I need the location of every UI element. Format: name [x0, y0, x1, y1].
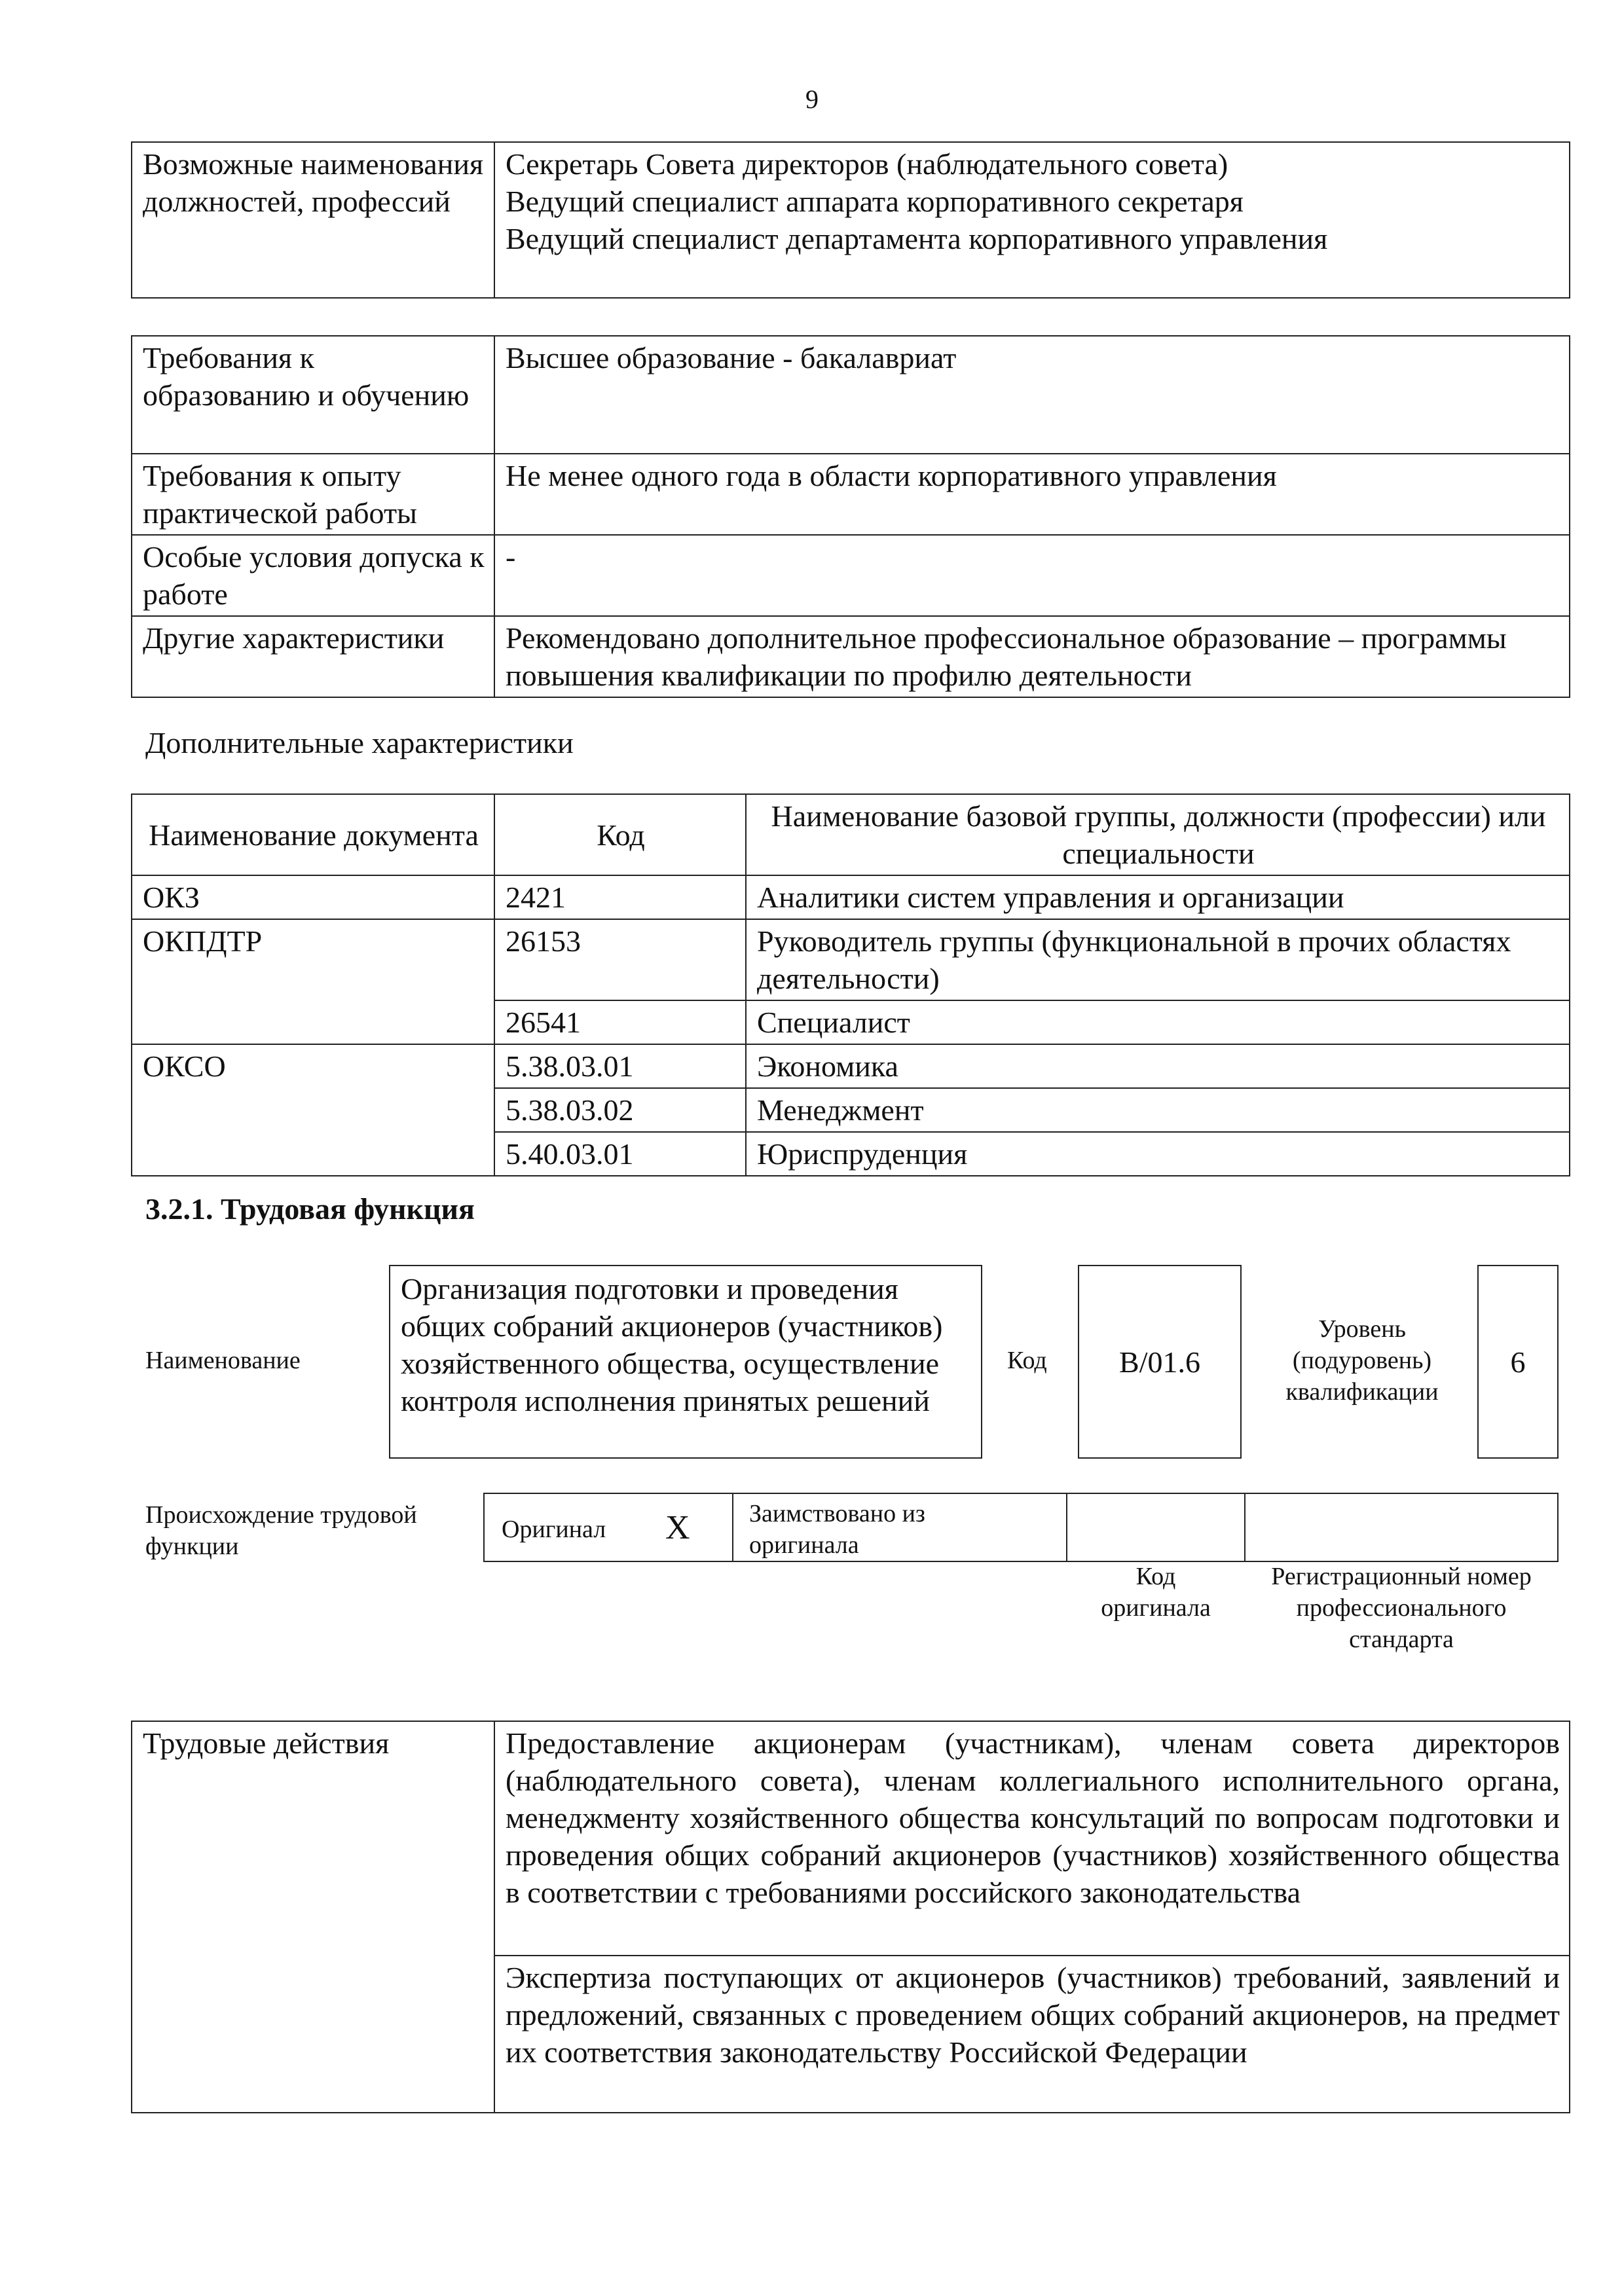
position-item: Секретарь Совета директоров (наблюдательного совета) [506, 147, 1228, 181]
code-cell: 5.38.03.01 [494, 1044, 746, 1088]
doc-cell: ОКЗ [132, 875, 494, 919]
function-name-value: Организация подготовки и проведения общих собраний акционеров (участников) хозяйственного общества, осуществление контроля исполнения принятых решений [401, 1272, 943, 1417]
code-cell: 2421 [494, 875, 746, 919]
origin-reg-cell [1244, 1493, 1559, 1562]
function-title: 3.2.1. Трудовая функция [145, 1192, 475, 1226]
function-code-value: B/01.6 [1119, 1345, 1200, 1379]
code-cell: 26541 [494, 1000, 746, 1044]
requirement-label: Требования к образованию и обучению [132, 336, 494, 454]
additional-table [131, 793, 1570, 1176]
position-item: Ведущий специалист департамента корпоративного управления [506, 222, 1328, 255]
level-value: 6 [1510, 1345, 1526, 1379]
requirement-value: Высшее образование - бакалавриат [494, 336, 1570, 454]
position-item: Ведущий специалист аппарата корпоративного секретаря [506, 185, 1244, 218]
code-cell: 26153 [494, 919, 746, 1000]
requirement-label: Требования к опыту практической работы [132, 454, 494, 535]
header-document: Наименование документа [132, 794, 494, 875]
name-cell: Менеджмент [746, 1088, 1570, 1132]
requirement-label: Другие характеристики [132, 616, 494, 697]
action-item: Экспертиза поступающих от акционеров (участников) требований, заявлений и предложений, связанных с проведением общих собраний акционеров, на предмет их соответствия законодательству Российской Федерации [494, 1956, 1570, 2113]
name-cell: Руководитель группы (функциональной в прочих областях деятельности) [746, 919, 1570, 1000]
origin-original-mark: X [665, 1509, 690, 1546]
origin-code-caption: Код оригинала [1101, 1563, 1211, 1622]
positions-list [494, 142, 1570, 298]
header-code: Код [494, 794, 746, 875]
origin-reg-caption: Регистрационный номер профессионального стандарта [1271, 1563, 1532, 1653]
requirement-value: Не менее одного года в области корпоративного управления [494, 454, 1570, 535]
origin-borrowed-cell [732, 1493, 1067, 1562]
doc-cell: ОКПДТР [132, 919, 494, 1044]
origin-borrowed-label: Заимствовано из оригинала [749, 1500, 925, 1559]
code-cell: 5.40.03.01 [494, 1132, 746, 1176]
doc-cell: ОКСО [132, 1044, 494, 1176]
actions-label: Трудовые действия [132, 1721, 494, 2113]
requirement-value: - [494, 535, 1570, 616]
requirement-label: Особые условия допуска к работе [132, 535, 494, 616]
origin-original-cell [483, 1493, 733, 1562]
action-item: Предоставление акционерам (участникам), членам совета директоров (наблюдательного совета), членам коллегиального исполнительного органа, менеджменту хозяйственного общества консультаций по вопросам подготовки и проведения общих собраний акционеров (участников) хозяйственного общества в соответствии с требованиями российского законодательства [494, 1721, 1570, 1956]
name-cell: Юриспруденция [746, 1132, 1570, 1176]
header-name: Наименование базовой группы, должности (профессии) или специальности [746, 794, 1570, 875]
code-cell: 5.38.03.02 [494, 1088, 746, 1132]
name-cell: Экономика [746, 1044, 1570, 1088]
origin-original-label: Оригинал [502, 1516, 606, 1543]
requirements-table [131, 335, 1570, 698]
level-box [1477, 1265, 1559, 1459]
additional-title: Дополнительные характеристики [145, 726, 574, 759]
function-code-label: Код [1007, 1347, 1047, 1374]
level-label: Уровень (подуровень) квалификации [1285, 1315, 1439, 1406]
function-code-box [1078, 1265, 1242, 1459]
positions-table [131, 141, 1570, 299]
page-number: 9 [805, 84, 819, 114]
actions-table [131, 1721, 1570, 2113]
function-name-label: Наименование [145, 1347, 301, 1374]
requirement-value: Рекомендовано дополнительное профессиональное образование – программы повышения квалификации по профилю деятельности [494, 616, 1570, 697]
origin-label: Происхождение трудовой функции [145, 1501, 417, 1560]
origin-code-cell [1066, 1493, 1246, 1562]
name-cell: Аналитики систем управления и организации [746, 875, 1570, 919]
name-cell: Специалист [746, 1000, 1570, 1044]
positions-label: Возможные наименования должностей, профессий [132, 142, 494, 298]
function-name-box [389, 1265, 982, 1459]
